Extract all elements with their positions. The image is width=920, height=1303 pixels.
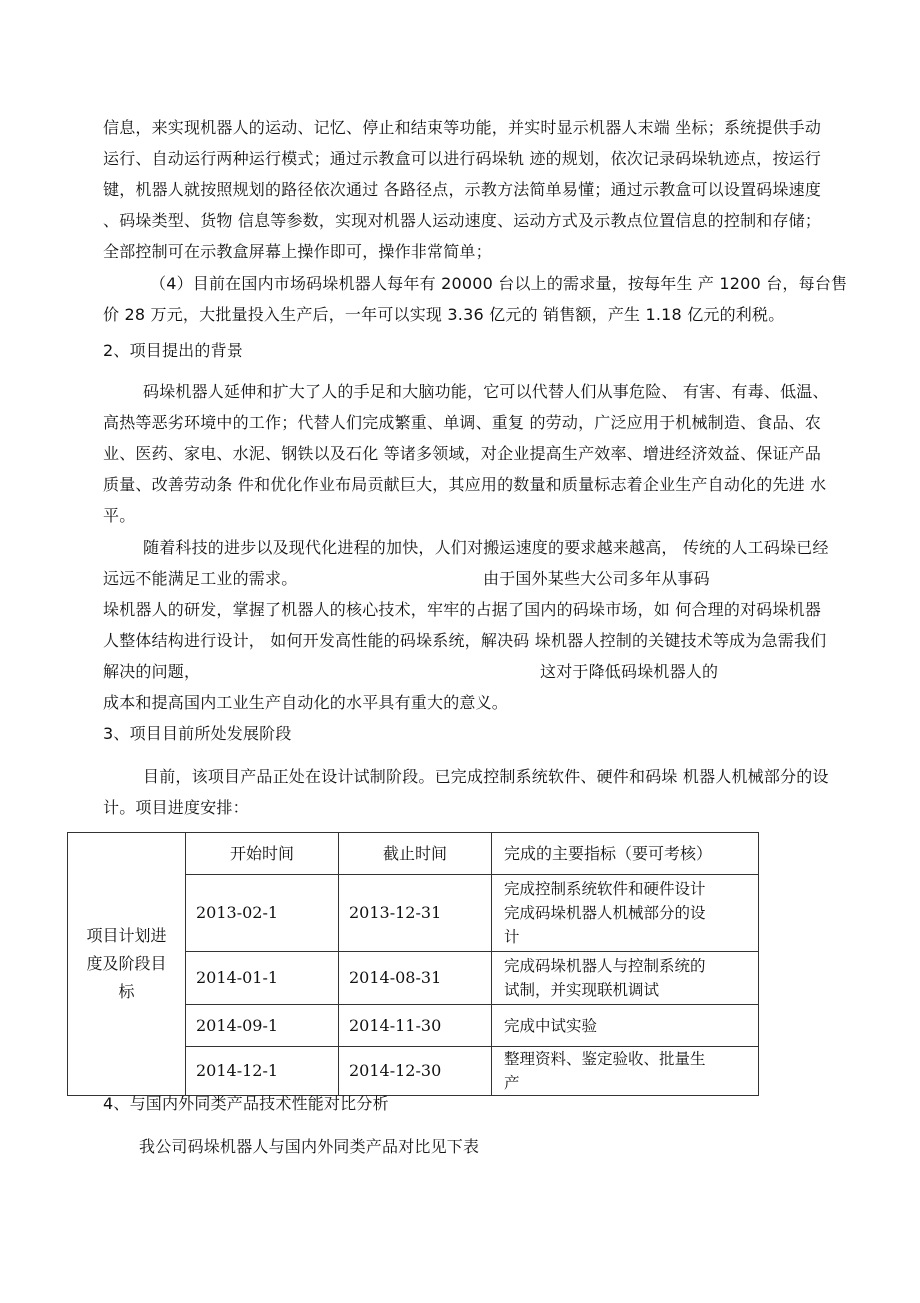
body-text-line: 远远不能满足工业的需求。 [103, 569, 298, 588]
body-text-line: 成本和提高国内工业生产自动化的水平具有重大的意义。 [103, 693, 509, 712]
body-text-line: 垛机器人的研发，掌握了机器人的核心技术，牢牢的占据了国内的码垛市场，如 何合理的对码垛机器 [103, 600, 822, 619]
body-text-line: 运行、自动运行两种运行模式；通过示教盒可以进行码垛轨 迹的规划，依次记录码垛轨迹点，按运行 [103, 149, 822, 168]
body-text-line: 键，机器人就按照规划的路径依次通过 各路径点，示教方法简单易懂；通过示教盒可以设置码垛速度 [103, 180, 822, 199]
body-text-line: 、码垛类型、货物 信息等参数，实现对机器人运动速度、运动方式及示教点位置信息的控制和存储； [103, 211, 822, 230]
body-text-line: 随着科技的进步以及现代化进程的加快，人们对搬运速度的要求越来越高， 传统的人工码垛已经 [143, 538, 829, 557]
table-header-row [68, 833, 759, 875]
indicator-cell [492, 875, 759, 952]
body-text-line: 信息，来实现机器人的运动、记忆、停止和结束等功能，并实时显示机器人末端 坐标；系统提供手动 [103, 118, 822, 137]
indicator-cell [492, 1005, 759, 1047]
end-date-cell: 2013-12-31 [339, 875, 492, 952]
indicator-line: 试制，并实现联机调试 [504, 981, 660, 999]
indicator-line: 产 [504, 1074, 520, 1092]
section-heading: 2、项目提出的背景 [103, 341, 243, 360]
body-text-line: 目前，该项目产品正处在设计试制阶段。已完成控制系统软件、硬件和码垛 机器人机械部分的设 [143, 767, 829, 786]
section-heading: 3、项目目前所处发展阶段 [103, 724, 292, 743]
body-text-line: 码垛机器人延伸和扩大了人的手足和大脑功能，它可以代替人们从事危险、 有害、有毒、低温、 [143, 382, 829, 401]
body-text-line: 这对于降低码垛机器人的 [540, 662, 719, 681]
indicator-line: 整理资料、鉴定验收、批量生 [504, 1050, 706, 1068]
end-date-cell: 2014-08-31 [339, 952, 492, 1005]
start-date-cell: 2013-02-1 [186, 875, 339, 952]
indicator-line: 完成控制系统软件和硬件设计 [504, 880, 706, 898]
start-date-cell: 2014-01-1 [186, 952, 339, 1005]
body-text-line: 业、医药、家电、水泥、钢铁以及石化 等诸多领域，对企业提高生产效率、增进经济效益、保证产品 [103, 444, 822, 463]
column-header-indicators: 完成的主要指标（要可考核） [492, 833, 759, 875]
indicator-line: 完成码垛机器人机械部分的设 [504, 904, 706, 922]
end-date-cell: 2014-12-30 [339, 1047, 492, 1096]
indicator-line: 完成码垛机器人与控制系统的 [504, 957, 706, 975]
start-date-cell: 2014-12-1 [186, 1047, 339, 1096]
body-text-line: 解决的问题， [103, 662, 201, 681]
row-label-cell [68, 833, 186, 1096]
body-text-line: 价 28 万元，大批量投入生产后，一年可以实现 3.36 亿元的 销售额，产生 1.18 亿元的利税。 [103, 305, 785, 324]
indicator-cell [492, 952, 759, 1005]
indicator-line: 完成中试实验 [504, 1016, 598, 1035]
body-text-line: 计。项目进度安排： [103, 798, 249, 817]
body-text-line: （4）目前在国内市场码垛机器人每年有 20000 台以上的需求量，按每年生 产 1200 台，每台售 [150, 274, 848, 293]
body-text-line: 人整体结构进行设计， 如何开发高性能的码垛系统，解决码 垛机器人控制的关键技术等成为急需我们 [103, 631, 827, 650]
body-text-line: 全部控制可在示教盒屏幕上操作即可，操作非常简单； [103, 242, 492, 261]
body-text-line: 高热等恶劣环境中的工作；代替人们完成繁重、单调、重复 的劳动，广泛应用于机械制造、食品、农 [103, 413, 822, 432]
schedule-table [67, 832, 759, 1096]
body-text-line: 平。 [103, 506, 136, 525]
row-label-line: 项目计划进 [86, 926, 167, 945]
body-text-line: 由于国外某些大公司多年从事码 [483, 569, 710, 588]
body-text-line: 我公司码垛机器人与国内外同类产品对比见下表 [139, 1137, 480, 1156]
section-heading: 4、与国内外同类产品技术性能对比分析 [103, 1094, 389, 1113]
row-label-line: 标 [118, 982, 135, 1001]
end-date-cell: 2014-11-30 [339, 1005, 492, 1047]
indicator-cell [492, 1047, 759, 1096]
indicator-line: 计 [504, 928, 520, 946]
body-text-line: 质量、改善劳动条 件和优化作业布局贡献巨大，其应用的数量和质量标志着企业生产自动化的先进 水 [103, 475, 827, 494]
start-date-cell: 2014-09-1 [186, 1005, 339, 1047]
column-header-end: 截止时间 [339, 833, 492, 875]
column-header-start: 开始时间 [186, 833, 339, 875]
row-label-line: 度及阶段目 [86, 954, 167, 973]
